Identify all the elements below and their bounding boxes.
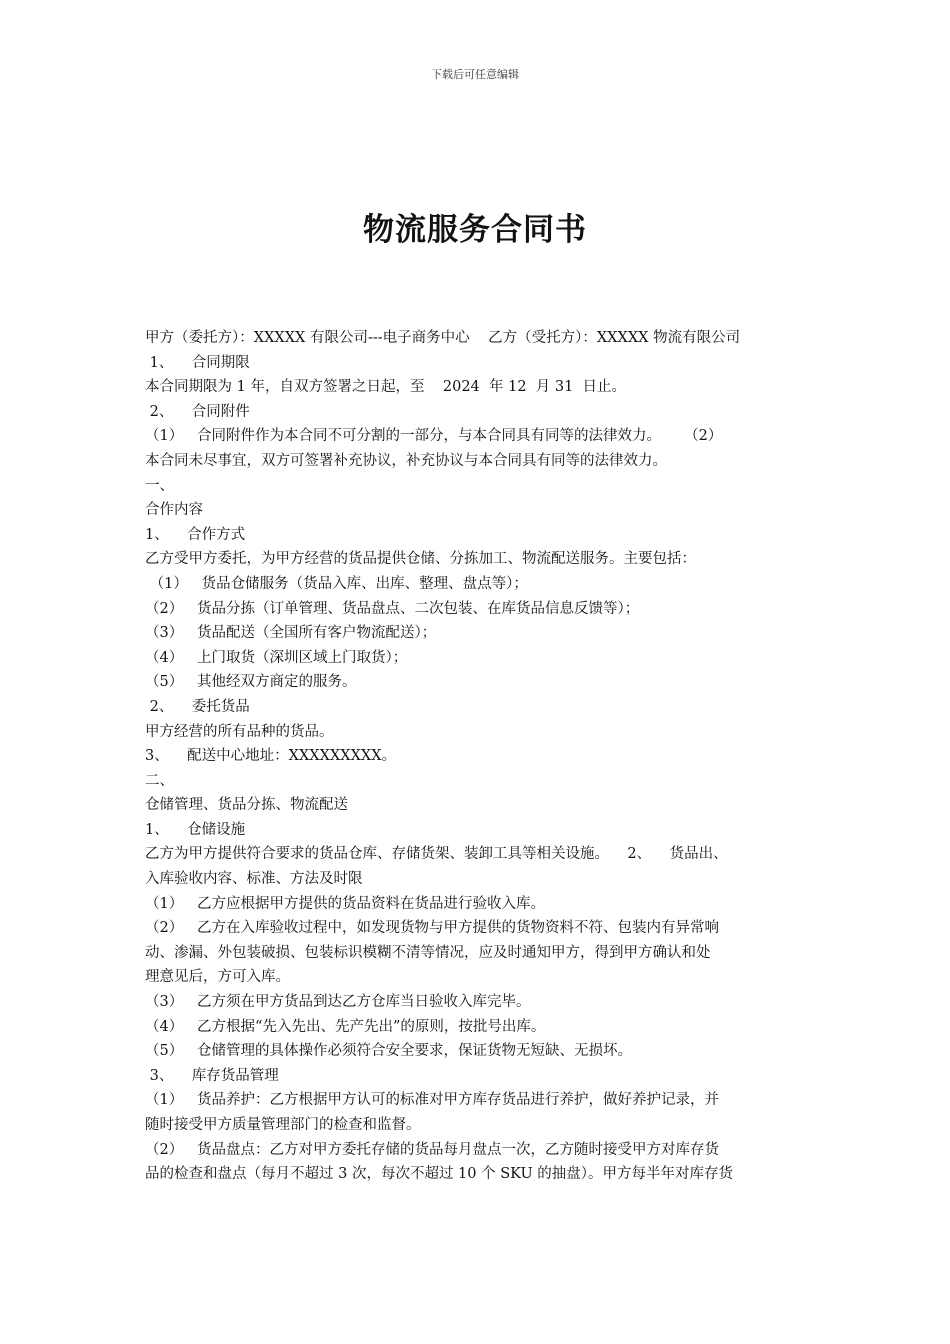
- body-line: 本合同未尽事宜，双方可签署补充协议，补充协议与本合同具有同等的法律效力。: [145, 452, 667, 469]
- body-line: 合作内容: [145, 502, 203, 519]
- body-line: （5） 其他经双方商定的服务。: [145, 674, 357, 691]
- body-line: （4） 乙方根据“先入先出、先产先出”的原则，按批号出库。: [145, 1018, 546, 1035]
- body-line: 甲方（委托方）：XXXXX 有限公司---电子商务中心 乙方（受托方）：XXXXX 物流有限公司: [145, 330, 741, 346]
- body-line: （1） 货品仓储服务（货品入库、出库、整理、盘点等）；: [145, 575, 528, 592]
- body-line: （3） 货品配送（全国所有客户物流配送）；: [145, 625, 437, 642]
- body-line: （2） 乙方在入库验收过程中，如发现货物与甲方提供的货物资料不符、包装内有异常响: [145, 920, 720, 937]
- body-line: 乙方为甲方提供符合要求的货品仓库、存储货架、装卸工具等相关设施。 2、 货品出、: [145, 846, 728, 863]
- body-line: （5） 仓储管理的具体操作必须符合安全要求，保证货物无短缺、无损坏。: [145, 1043, 633, 1060]
- body-line: 本合同期限为 1 年，自双方签署之日起，至 2024 年 12 月 31 日止。: [145, 379, 627, 396]
- body-line: 随时接受甲方质量管理部门的检查和监督。: [145, 1117, 421, 1133]
- body-line: 二、: [145, 772, 174, 789]
- header-note: 下载后可任意编辑: [431, 68, 519, 81]
- body-line: 品的检查和盘点（每月不超过 3 次，每次不超过 10 个 SKU 的抽盘）。甲方每半年对库存货: [145, 1166, 734, 1183]
- body-line: 3、 配送中心地址：XXXXXXXXX。: [145, 748, 397, 765]
- body-line: 一、: [145, 477, 174, 494]
- contract-body: [145, 326, 810, 1187]
- body-line: （2） 货品盘点：乙方对甲方委托存储的货品每月盘点一次，乙方随时接受甲方对库存货: [145, 1141, 720, 1158]
- body-line: 乙方受甲方委托，为甲方经营的货品提供仓储、分拣加工、物流配送服务。主要包括：: [145, 551, 696, 568]
- body-line: （2） 货品分拣（订单管理、货品盘点、二次包装、在库货品信息反馈等）；: [145, 600, 640, 617]
- body-line: 动、渗漏、外包装破损、包装标识模糊不清等情况，应及时通知甲方，得到甲方确认和处: [145, 944, 711, 961]
- document-title: 物流服务合同书: [363, 212, 587, 248]
- body-line: （1） 货品养护：乙方根据甲方认可的标准对甲方库存货品进行养护，做好养护记录，并: [145, 1092, 720, 1109]
- body-line: （1） 合同附件作为本合同不可分割的一部分，与本合同具有同等的法律效力。 （2）: [145, 428, 723, 445]
- body-line: 1、 仓储设施: [145, 821, 246, 838]
- body-line: 2、 合同附件: [145, 403, 250, 420]
- body-line: （3） 乙方须在甲方货品到达乙方仓库当日验收入库完毕。: [145, 994, 531, 1011]
- body-line: 仓储管理、货品分拣、物流配送: [145, 797, 348, 814]
- body-line: 3、 库存货品管理: [145, 1067, 279, 1084]
- body-line: 1、 合作方式: [145, 526, 246, 543]
- body-line: 入库验收内容、标准、方法及时限: [145, 871, 363, 888]
- body-line: （1） 乙方应根据甲方提供的货品资料在货品进行验收入库。: [145, 895, 546, 912]
- body-line: 甲方经营的所有品种的货品。: [145, 723, 334, 740]
- body-line: 2、 委托货品: [145, 698, 250, 715]
- body-line: 理意见后，方可入库。: [145, 969, 290, 986]
- body-line: （4） 上门取货（深圳区域上门取货）；: [145, 649, 408, 666]
- body-line: 1、 合同期限: [145, 354, 250, 371]
